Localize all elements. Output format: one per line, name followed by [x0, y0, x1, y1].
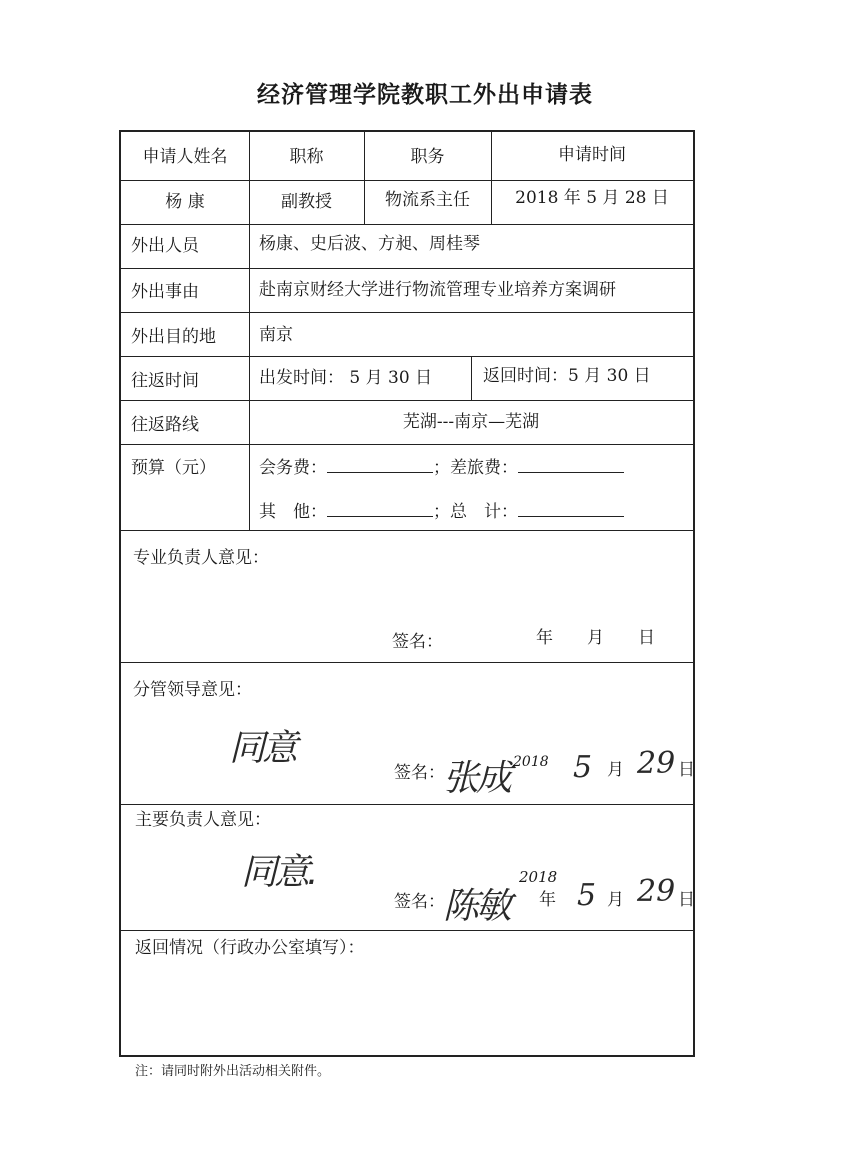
- return-time: 返回时间：5 月 30 日: [483, 366, 651, 386]
- row-divider: [121, 530, 693, 531]
- leader-opinion-label: 分管领导意见：: [133, 680, 252, 700]
- chief-day-num: 29: [637, 874, 676, 909]
- other-fee-label: 其 他：: [259, 502, 327, 522]
- header-name-label: 申请人姓名: [142, 147, 228, 167]
- row-divider: [121, 180, 693, 181]
- applicant-title: 副教授: [281, 192, 332, 212]
- leader-day: 日: [678, 760, 695, 780]
- route-value: 芜湖---南京—芜湖: [402, 412, 540, 432]
- chief-year: 2018: [519, 868, 558, 886]
- travel-fee-label: ；差旅费：: [433, 458, 518, 478]
- chief-sign-label: 签名：: [394, 892, 445, 912]
- chief-month-num: 5: [577, 878, 597, 913]
- destination-label: 外出目的地: [131, 327, 216, 347]
- leader-sign-label: 签名：: [394, 763, 445, 783]
- personnel-value: 杨康、史后波、方昶、周桂琴: [259, 234, 480, 254]
- major-head-date: 年 月 日: [536, 628, 655, 648]
- total-fee-label: ；总 计：: [433, 502, 518, 522]
- other-fee-blank: [327, 516, 433, 517]
- chief-signature: 陈敏: [443, 886, 510, 927]
- row-divider: [121, 930, 693, 931]
- column-divider: [471, 356, 472, 400]
- leader-month-num: 5: [573, 750, 593, 785]
- time-label: 往返时间: [131, 371, 199, 391]
- leader-opinion-handwriting: 同意: [229, 728, 296, 769]
- form-title: 经济管理学院教职工外出申请表: [257, 82, 593, 108]
- leader-signature: 张成: [443, 758, 510, 799]
- budget-label: 预算（元）: [131, 458, 216, 478]
- header-title-label: 职称: [289, 147, 324, 167]
- row-divider: [121, 400, 693, 401]
- column-divider: [491, 132, 492, 224]
- personnel-label: 外出人员: [131, 236, 199, 256]
- row-divider: [121, 268, 693, 269]
- applicant-date: 2018 年 5 月 28 日: [515, 188, 669, 208]
- header-position-label: 职务: [410, 147, 445, 167]
- footnote: 注：请同时附外出活动相关附件。: [135, 1064, 331, 1079]
- leader-day-num: 29: [637, 746, 676, 781]
- chief-opinion-handwriting: 同意.: [241, 852, 316, 893]
- row-divider: [121, 312, 693, 313]
- row-divider: [121, 662, 693, 663]
- major-head-sign-label: 签名：: [392, 632, 443, 652]
- total-fee-blank: [518, 516, 624, 517]
- destination-value: 南京: [259, 325, 293, 345]
- major-head-opinion-label: 专业负责人意见：: [133, 548, 269, 568]
- application-form: [119, 130, 695, 1057]
- meeting-fee-blank: [327, 472, 433, 473]
- chief-day: 日: [678, 890, 695, 910]
- header-date-label: 申请时间: [558, 145, 626, 165]
- applicant-name: 杨 康: [165, 192, 205, 212]
- chief-opinion-label: 主要负责人意见：: [135, 810, 271, 830]
- return-situation-label: 返回情况（行政办公室填写）：: [135, 938, 365, 958]
- column-divider: [249, 132, 250, 530]
- applicant-position: 物流系主任: [385, 190, 470, 210]
- route-label: 往返路线: [131, 415, 199, 435]
- leader-year: 2018: [513, 754, 549, 770]
- reason-label: 外出事由: [131, 282, 199, 302]
- chief-year-char: 年: [539, 890, 556, 910]
- row-divider: [121, 444, 693, 445]
- meeting-fee-label: 会务费：: [259, 458, 327, 478]
- leader-month: 月: [607, 760, 624, 780]
- meeting-fee-field: [259, 460, 624, 477]
- other-fee-field: [259, 504, 624, 521]
- depart-time: 出发时间： 5 月 30 日: [259, 368, 433, 388]
- travel-fee-blank: [518, 472, 624, 473]
- chief-month: 月: [607, 890, 624, 910]
- row-divider: [121, 356, 693, 357]
- row-divider: [121, 804, 693, 805]
- row-divider: [121, 224, 693, 225]
- reason-value: 赴南京财经大学进行物流管理专业培养方案调研: [259, 280, 616, 300]
- column-divider: [364, 132, 365, 224]
